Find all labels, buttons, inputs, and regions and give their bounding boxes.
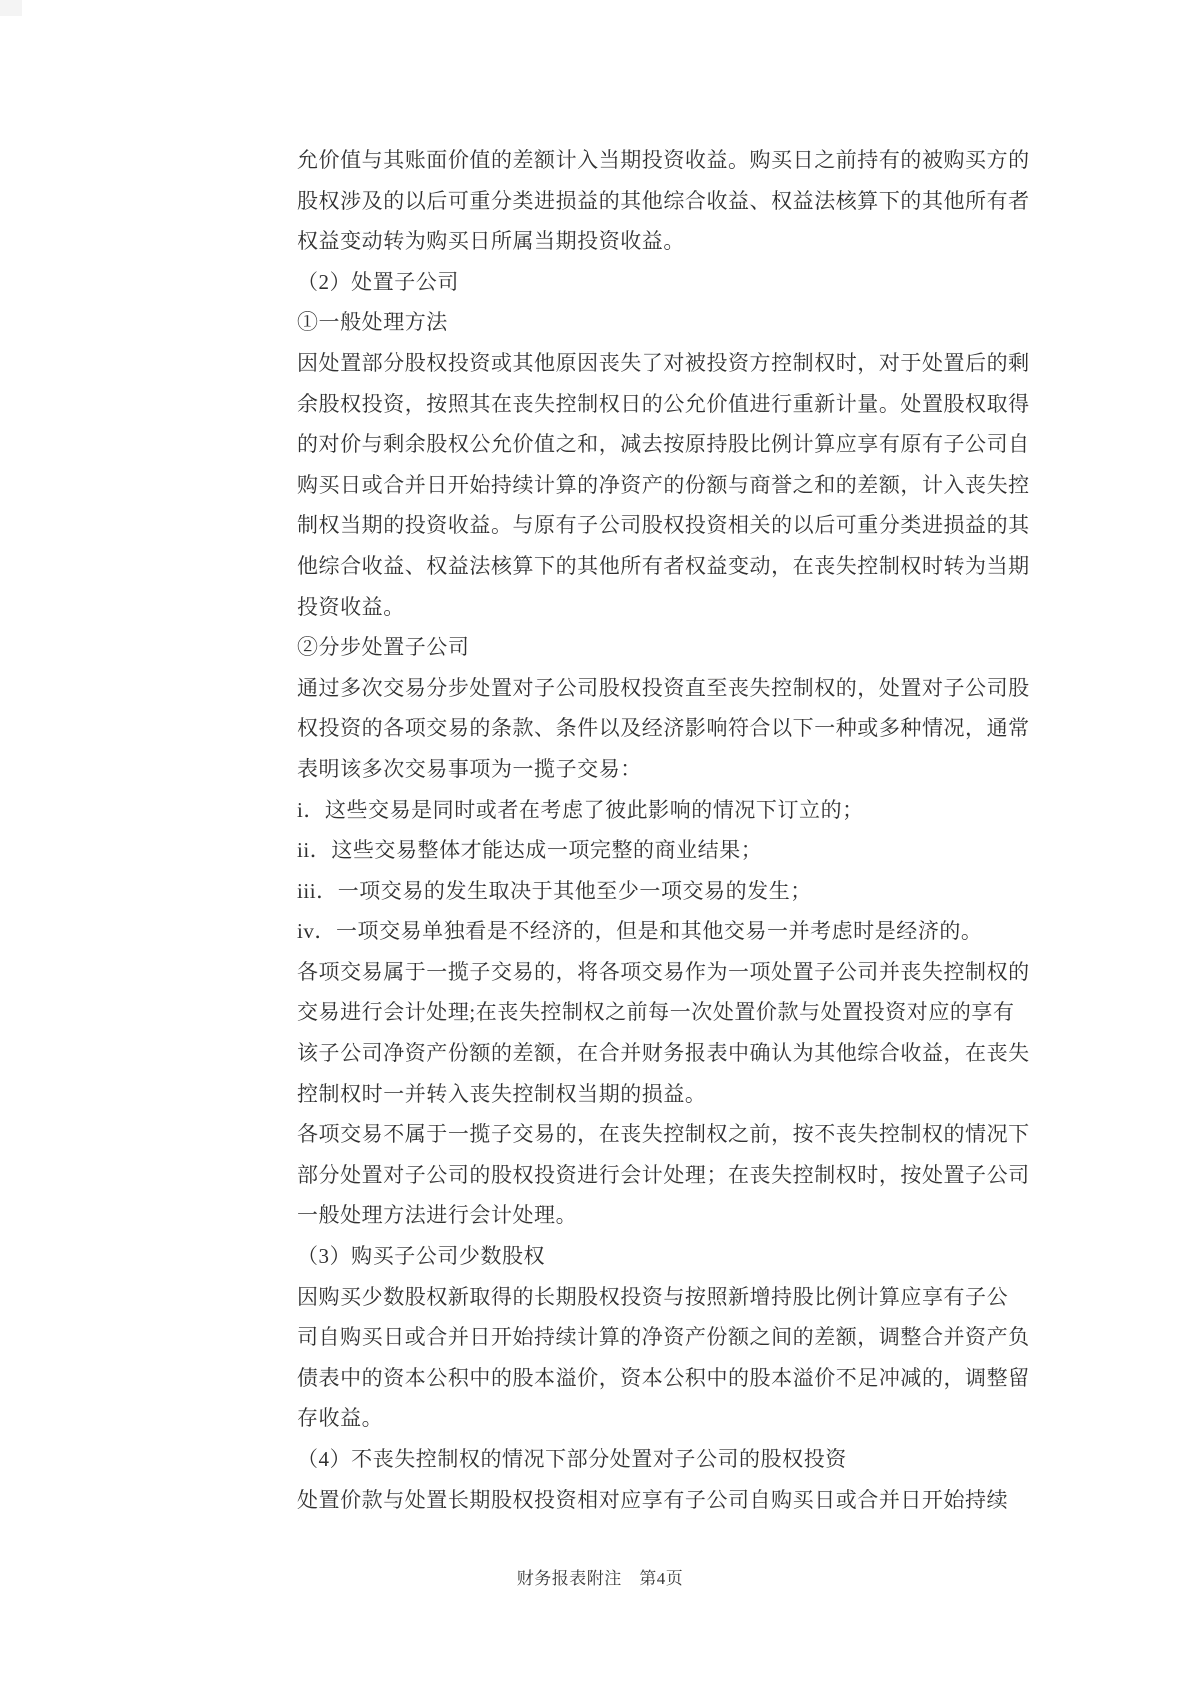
numbered-subheading: ①一般处理方法 [297,310,448,335]
text-line: 部分处置对子公司的股权投资进行会计处理；在丧失控制权时，按处置子公司 [297,1162,1030,1187]
text-line: 因处置部分股权投资或其他原因丧失了对被投资方控制权时，对于处置后的剩 [297,350,1030,375]
text-line: 权益变动转为购买日所属当期投资收益。 [297,229,685,254]
text-line: 表明该多次交易事项为一揽子交易： [297,756,642,781]
section-heading: （3）购买子公司少数股权 [297,1244,546,1269]
text-line: 各项交易不属于一揽子交易的，在丧失控制权之前，按不丧失控制权的情况下 [297,1122,1030,1147]
list-item: iv．一项交易单独看是不经济的，但是和其他交易一并考虑时是经济的。 [297,919,983,944]
text-line: 该子公司净资产份额的差额，在合并财务报表中确认为其他综合收益，在丧失 [297,1041,1030,1066]
section-heading: （4）不丧失控制权的情况下部分处置对子公司的股权投资 [297,1447,847,1471]
text-line: 因购买少数股权新取得的长期股权投资与按照新增持股比例计算应享有子公 [297,1284,1009,1309]
text-line: 的对价与剩余股权公允价值之和，减去按原持股比例计算应享有原有子公司自 [297,432,1030,457]
list-item: i．这些交易是同时或者在考虑了彼此影响的情况下订立的； [297,797,864,822]
text-line: 购买日或合并日开始持续计算的净资产的份额与商誉之和的差额，计入丧失控 [297,472,1030,497]
section-heading: （2）处置子公司 [297,269,459,294]
text-line: 制权当期的投资收益。与原有子公司股权投资相关的以后可重分类进损益的其 [297,513,1030,538]
text-line: 一般处理方法进行会计处理。 [297,1203,578,1228]
list-item: iii．一项交易的发生取决于其他至少一项交易的发生； [297,878,812,903]
text-line: 股权涉及的以后可重分类进损益的其他综合收益、权益法核算下的其他所有者 [297,188,1030,213]
text-line: 存收益。 [297,1406,384,1431]
text-line: 处置价款与处置长期股权投资相对应享有子公司自购买日或合并日开始持续 [297,1487,1009,1512]
text-line: 交易进行会计处理;在丧失控制权之前每一次处置价款与处置投资对应的享有 [297,1000,1015,1025]
page-footer: 财务报表附注 第4页 [516,1569,684,1588]
text-line: 控制权时一并转入丧失控制权当期的损益。 [297,1081,707,1106]
text-line: 允价值与其账面价值的差额计入当期投资收益。购买日之前持有的被购买方的 [297,148,1030,172]
text-line: 通过多次交易分步处置对子公司股权投资直至丧失控制权的，处置对子公司股 [297,675,1030,700]
text-line: 权投资的各项交易的条款、条件以及经济影响符合以下一种或多种情况，通常 [297,716,1030,741]
text-line: 各项交易属于一揽子交易的，将各项交易作为一项处置子公司并丧失控制权的 [297,959,1030,984]
list-item: ii．这些交易整体才能达成一项完整的商业结果； [297,838,763,863]
document-text-block [297,140,1033,1520]
text-line: 债表中的资本公积中的股本溢价，资本公积中的股本溢价不足冲减的，调整留 [297,1365,1030,1390]
text-line: 余股权投资，按照其在丧失控制权日的公允价值进行重新计量。处置股权取得 [297,391,1030,416]
numbered-subheading: ②分步处置子公司 [297,635,470,660]
text-line: 司自购买日或合并日开始持续计算的净资产份额之间的差额，调整合并资产负 [297,1325,1030,1350]
text-line: 他综合收益、权益法核算下的其他所有者权益变动，在丧失控制权时转为当期 [297,553,1030,578]
scan-artifact [0,0,22,16]
text-line: 投资收益。 [297,594,405,619]
